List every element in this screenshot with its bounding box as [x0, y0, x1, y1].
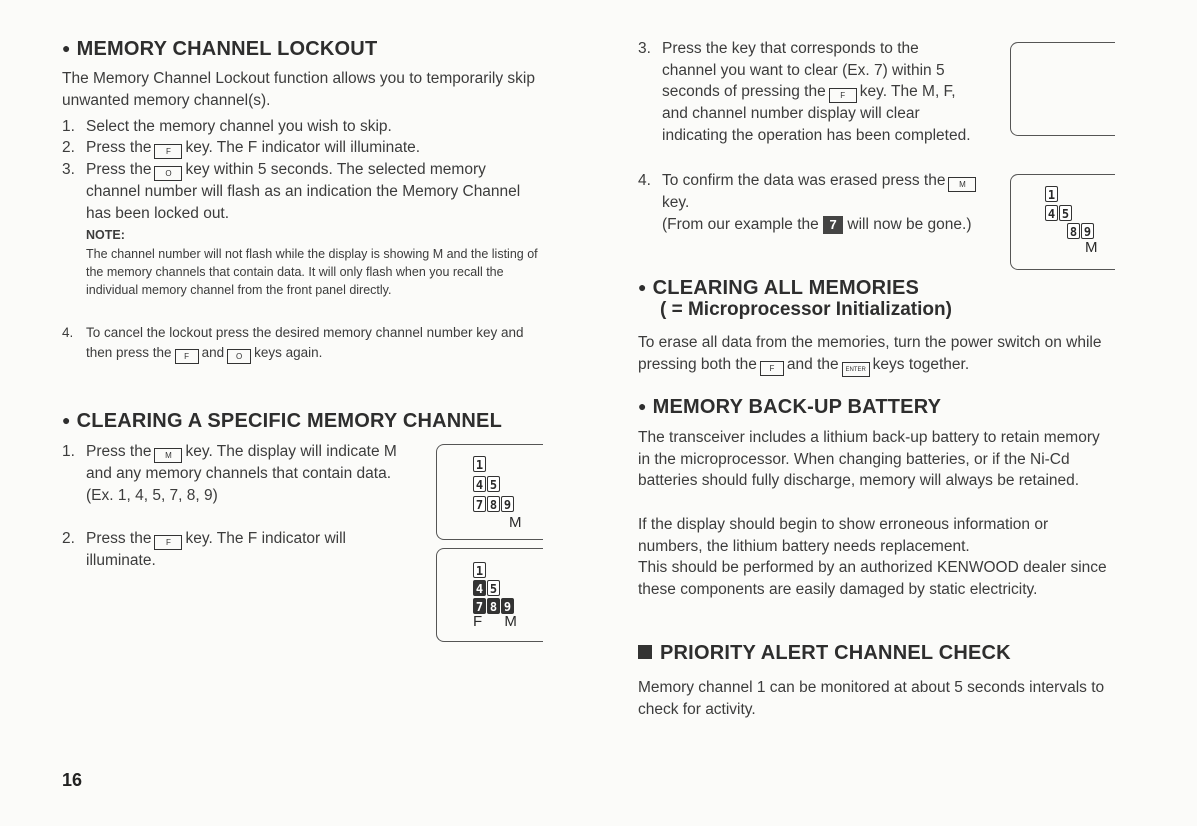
battery-p1: The transceiver includes a lithium back-up battery to retain memory in the microprocessor. When changing batteries, or if the Ni-Cd batteries should fully discharge, memory will always be retained. [638, 429, 1100, 489]
priority-text: Memory channel 1 can be monitored at about 5 seconds intervals to check for activity. [638, 679, 1105, 718]
display-row-2: 4 5 [473, 579, 501, 597]
m-key-icon: M [948, 177, 976, 192]
display-indicator: M [1085, 239, 1098, 256]
clear-step-2: 2. Press the F key. The F indicator will illuminate. [62, 530, 346, 569]
f-key-icon: F [154, 535, 182, 550]
f-key-icon: F [829, 88, 857, 103]
display-row-1: 1 [1045, 185, 1059, 203]
display-row-3: 7 8 9 [473, 495, 515, 513]
clear-all-subheading: ( = Microprocessor Initialization) [660, 299, 952, 320]
display-indicator: M [509, 514, 522, 531]
display-indicator: F M [473, 613, 517, 630]
display-row-2: 4 5 [473, 475, 501, 493]
lockout-step-3: 3. Press the O key within 5 seconds. The selected memory channel number will flash as an indication the Memory Channel has been locked out. [62, 161, 521, 222]
m-key-icon: M [154, 448, 182, 463]
battery-p3: This should be performed by an authorized KENWOOD dealer since these components are easily damaged by static electricity. [638, 559, 1107, 598]
clear-step-4: 4. To confirm the data was erased press the Mkey. (From our example the 7 will now be gone.) [638, 170, 982, 235]
f-key-icon: F [154, 144, 182, 159]
f-key-icon: F [760, 361, 784, 376]
note-label: NOTE: [86, 228, 125, 242]
battery-heading: ● MEMORY BACK-UP BATTERY [638, 396, 942, 418]
clear-step-3: 3. Press the key that corresponds to the channel you want to clear (Ex. 7) within 5 seconds of pressing the F key. The M, F, and channel number display will clear indicating the operation has been completed. [638, 40, 971, 144]
display-row-1: 1 [473, 455, 487, 473]
display-row-3: 7 8 9 [473, 597, 515, 615]
clear-step-1: 1. Press the M key. The display will indicate M and any memory channels that contain data. (Ex. 1, 4, 5, 7, 8, 9) [62, 443, 397, 504]
lockout-heading: ● MEMORY CHANNEL LOCKOUT [62, 38, 378, 60]
display-example-1 [436, 444, 543, 540]
display-example-2 [436, 548, 543, 642]
priority-heading: PRIORITY ALERT CHANNEL CHECK [638, 641, 1011, 665]
channel-7-badge: 7 [823, 216, 843, 234]
f-key-icon: F [175, 349, 199, 364]
display-row-2: 4 5 [1045, 204, 1073, 222]
lockout-key-icon: O [154, 166, 182, 181]
display-example-4 [1010, 174, 1115, 270]
lockout-key-icon: O [227, 349, 251, 364]
lockout-step-4: 4. To cancel the lockout press the desired memory channel number key and then press the F and O keys again. [62, 323, 542, 364]
lockout-step-1: 1. Select the memory channel you wish to skip. [62, 118, 392, 135]
clear-all-text: To erase all data from the memories, turn the power switch on while pressing both the F and the ENTER keys together. [638, 332, 1116, 377]
display-row-1: 1 [473, 561, 487, 579]
clear-specific-heading: ● CLEARING A SPECIFIC MEMORY CHANNEL [62, 410, 502, 432]
page-number: 16 [62, 770, 83, 790]
lockout-step-2: 2. Press the F key. The F indicator will illuminate. [62, 137, 542, 159]
lockout-intro: The Memory Channel Lockout function allows you to temporarily skip unwanted memory channel(s). [62, 70, 535, 109]
clear-all-heading: ● CLEARING ALL MEMORIES [638, 277, 920, 299]
display-example-3-cleared [1010, 42, 1115, 136]
enter-key-icon: ENTER [842, 362, 870, 377]
note-text: The channel number will not flash while the display is showing M and the listing of the memory channels that contain data. It will only flash when you recall the individual memory channel from the front panel directly. [86, 247, 538, 297]
display-row-3: 8 9 [1067, 222, 1095, 240]
battery-p2: If the display should begin to show erroneous information or numbers, the lithium battery needs replacement. [638, 516, 1049, 555]
